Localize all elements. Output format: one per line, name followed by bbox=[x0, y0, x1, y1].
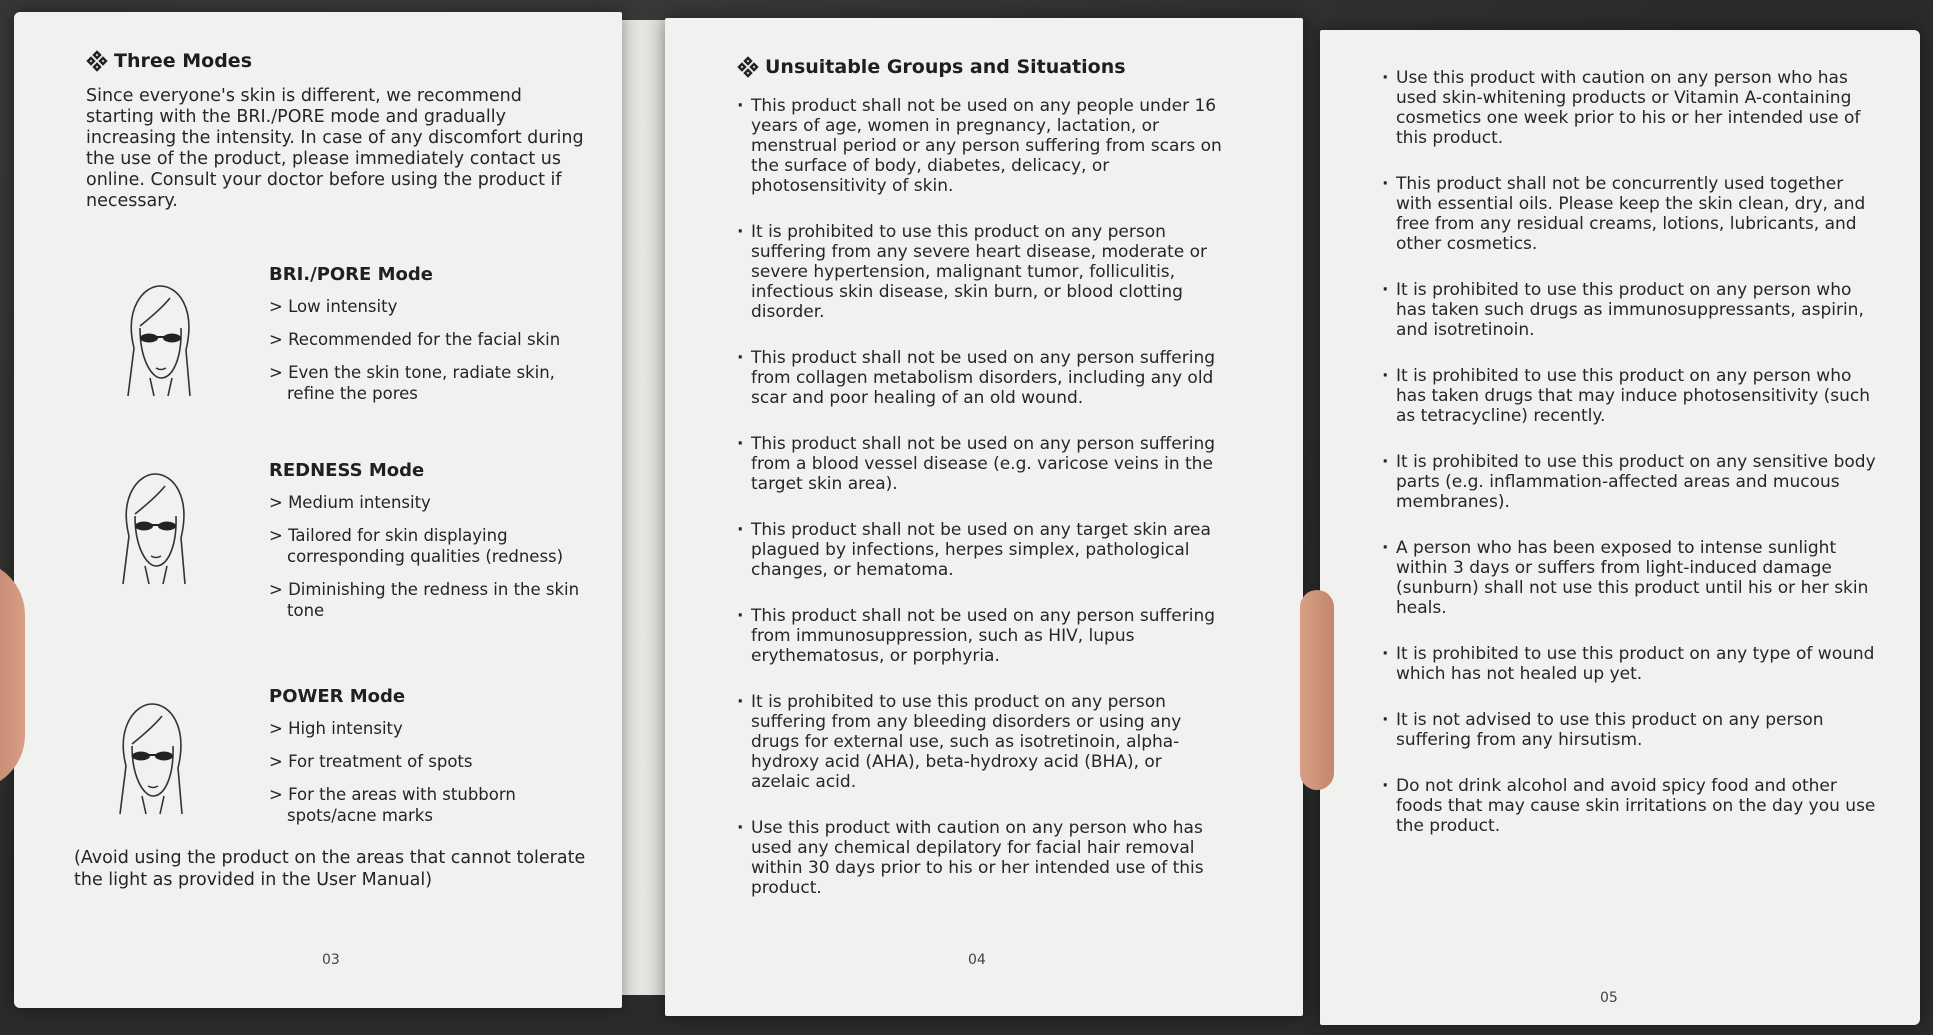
mode-title: POWER Mode bbox=[269, 686, 406, 707]
list-item: · Use this product with caution on any person who has used skin-whitening products or Vitamin A-containing cosmetics one week prior to his or her intended use of this product. bbox=[1382, 68, 1882, 148]
page-number: 05 bbox=[1600, 990, 1618, 1006]
heading-text: Three Modes bbox=[114, 50, 253, 72]
thumb-right bbox=[1300, 590, 1334, 790]
usage-note: (Avoid using the product on the areas that cannot tolerate the light as provided in the User Manual) bbox=[74, 848, 586, 890]
list-item: · This product shall not be used on any people under 16 years of age, women in pregnancy, lactation, or menstrual period or any person suffering from scars on the surface of body, diabetes, delicacy, or photosensitivity of skin. bbox=[737, 96, 1222, 196]
mode-title: BRI./PORE Mode bbox=[269, 264, 433, 285]
mode-feature: > Low intensity bbox=[269, 297, 398, 316]
diamond-logo-icon bbox=[737, 56, 759, 78]
face-with-glasses-icon bbox=[109, 466, 199, 596]
mode-feature: > Recommended for the facial skin bbox=[269, 330, 561, 349]
page-number: 04 bbox=[968, 952, 986, 968]
list-item: · This product shall not be used on any person suffering from a blood vessel disease (e.g. varicose veins in the target skin area). bbox=[737, 434, 1222, 494]
list-item: · This product shall not be concurrently used together with essential oils. Please keep the skin clean, dry, and free from any residual creams, lotions, lubricants, and other cosmetics. bbox=[1382, 174, 1882, 254]
mode-feature-list bbox=[269, 296, 599, 416]
unsuitable-list-continued bbox=[1382, 68, 1882, 862]
diamond-logo-icon bbox=[86, 50, 108, 72]
mode-power bbox=[14, 674, 614, 844]
mode-feature: > Diminishing the redness in the skin tone bbox=[269, 580, 580, 620]
mode-feature: > For the areas with stubborn spots/acne marks bbox=[269, 785, 516, 825]
mode-feature: > Tailored for skin displaying corresponding qualities (redness) bbox=[269, 526, 564, 566]
unsuitable-list bbox=[737, 96, 1222, 898]
mode-feature: > Even the skin tone, radiate skin, refine the pores bbox=[269, 363, 555, 403]
page-04 bbox=[665, 18, 1303, 1016]
list-item: · A person who has been exposed to intense sunlight within 3 days or suffers from light-induced damage (sunburn) shall not use this product until his or her skin heals. bbox=[1382, 538, 1882, 618]
mode-feature-list bbox=[269, 492, 599, 633]
mode-title: REDNESS Mode bbox=[269, 460, 425, 481]
heading-text: Unsuitable Groups and Situations bbox=[765, 56, 1126, 78]
mode-redness bbox=[14, 448, 614, 618]
list-item: · It is prohibited to use this product on any person suffering from any severe heart disease, moderate or severe hypertension, malignant tumor, folliculitis, infectious skin disease, skin burn, or blood clotting disorder. bbox=[737, 222, 1222, 322]
list-item: · It is prohibited to use this product on any person who has taken such drugs as immunosuppressants, aspirin, and isotretinoin. bbox=[1382, 280, 1882, 340]
list-item: · It is prohibited to use this product on any type of wound which has not healed up yet. bbox=[1382, 644, 1882, 684]
mode-feature: > Medium intensity bbox=[269, 493, 431, 512]
list-item: · It is prohibited to use this product on any person who has taken drugs that may induce photosensitivity (such as tetracycline) recently. bbox=[1382, 366, 1882, 426]
list-item: · This product shall not be used on any target skin area plagued by infections, herpes simplex, pathological changes, or hematoma. bbox=[737, 520, 1222, 580]
section-heading bbox=[86, 50, 586, 72]
page-number: 03 bbox=[322, 952, 340, 968]
mode-bri-pore bbox=[14, 252, 614, 422]
mode-feature: > High intensity bbox=[269, 719, 403, 738]
list-item: · It is prohibited to use this product on any person suffering from any bleeding disorders or using any drugs for external use, such as isotretinoin, alpha-hydroxy acid (AHA), beta-hydroxy acid (BHA), or azelaic acid. bbox=[737, 692, 1222, 792]
list-item: · This product shall not be used on any person suffering from immunosuppression, such as HIV, lupus erythematosus, or porphyria. bbox=[737, 606, 1222, 666]
section-heading bbox=[737, 56, 1287, 78]
list-item: · Use this product with caution on any person who has used any chemical depilatory for facial hair removal within 30 days prior to his or her intended use of this product. bbox=[737, 818, 1222, 898]
mode-feature-list bbox=[269, 718, 599, 838]
list-item: · This product shall not be used on any person suffering from collagen metabolism disorders, including any old scar and poor healing of an old wound. bbox=[737, 348, 1222, 408]
mode-feature: > For treatment of spots bbox=[269, 752, 473, 771]
page-03 bbox=[14, 12, 622, 1008]
face-with-glasses-icon bbox=[114, 278, 204, 408]
face-with-glasses-icon bbox=[106, 696, 196, 826]
page-05 bbox=[1320, 30, 1920, 1025]
list-item: · It is prohibited to use this product on any sensitive body parts (e.g. inflammation-affected areas and mucous membranes). bbox=[1382, 452, 1882, 512]
list-item: · Do not drink alcohol and avoid spicy food and other foods that may cause skin irritations on the day you use the product. bbox=[1382, 776, 1882, 836]
intro-paragraph: Since everyone's skin is different, we recommend starting with the BRI./PORE mode and gradually increasing the intensity. In case of any discomfort during the use of the product, please immediately contact us online. Consult your doctor before using the product if necessary. bbox=[86, 86, 584, 211]
list-item: · It is not advised to use this product on any person suffering from any hirsutism. bbox=[1382, 710, 1882, 750]
